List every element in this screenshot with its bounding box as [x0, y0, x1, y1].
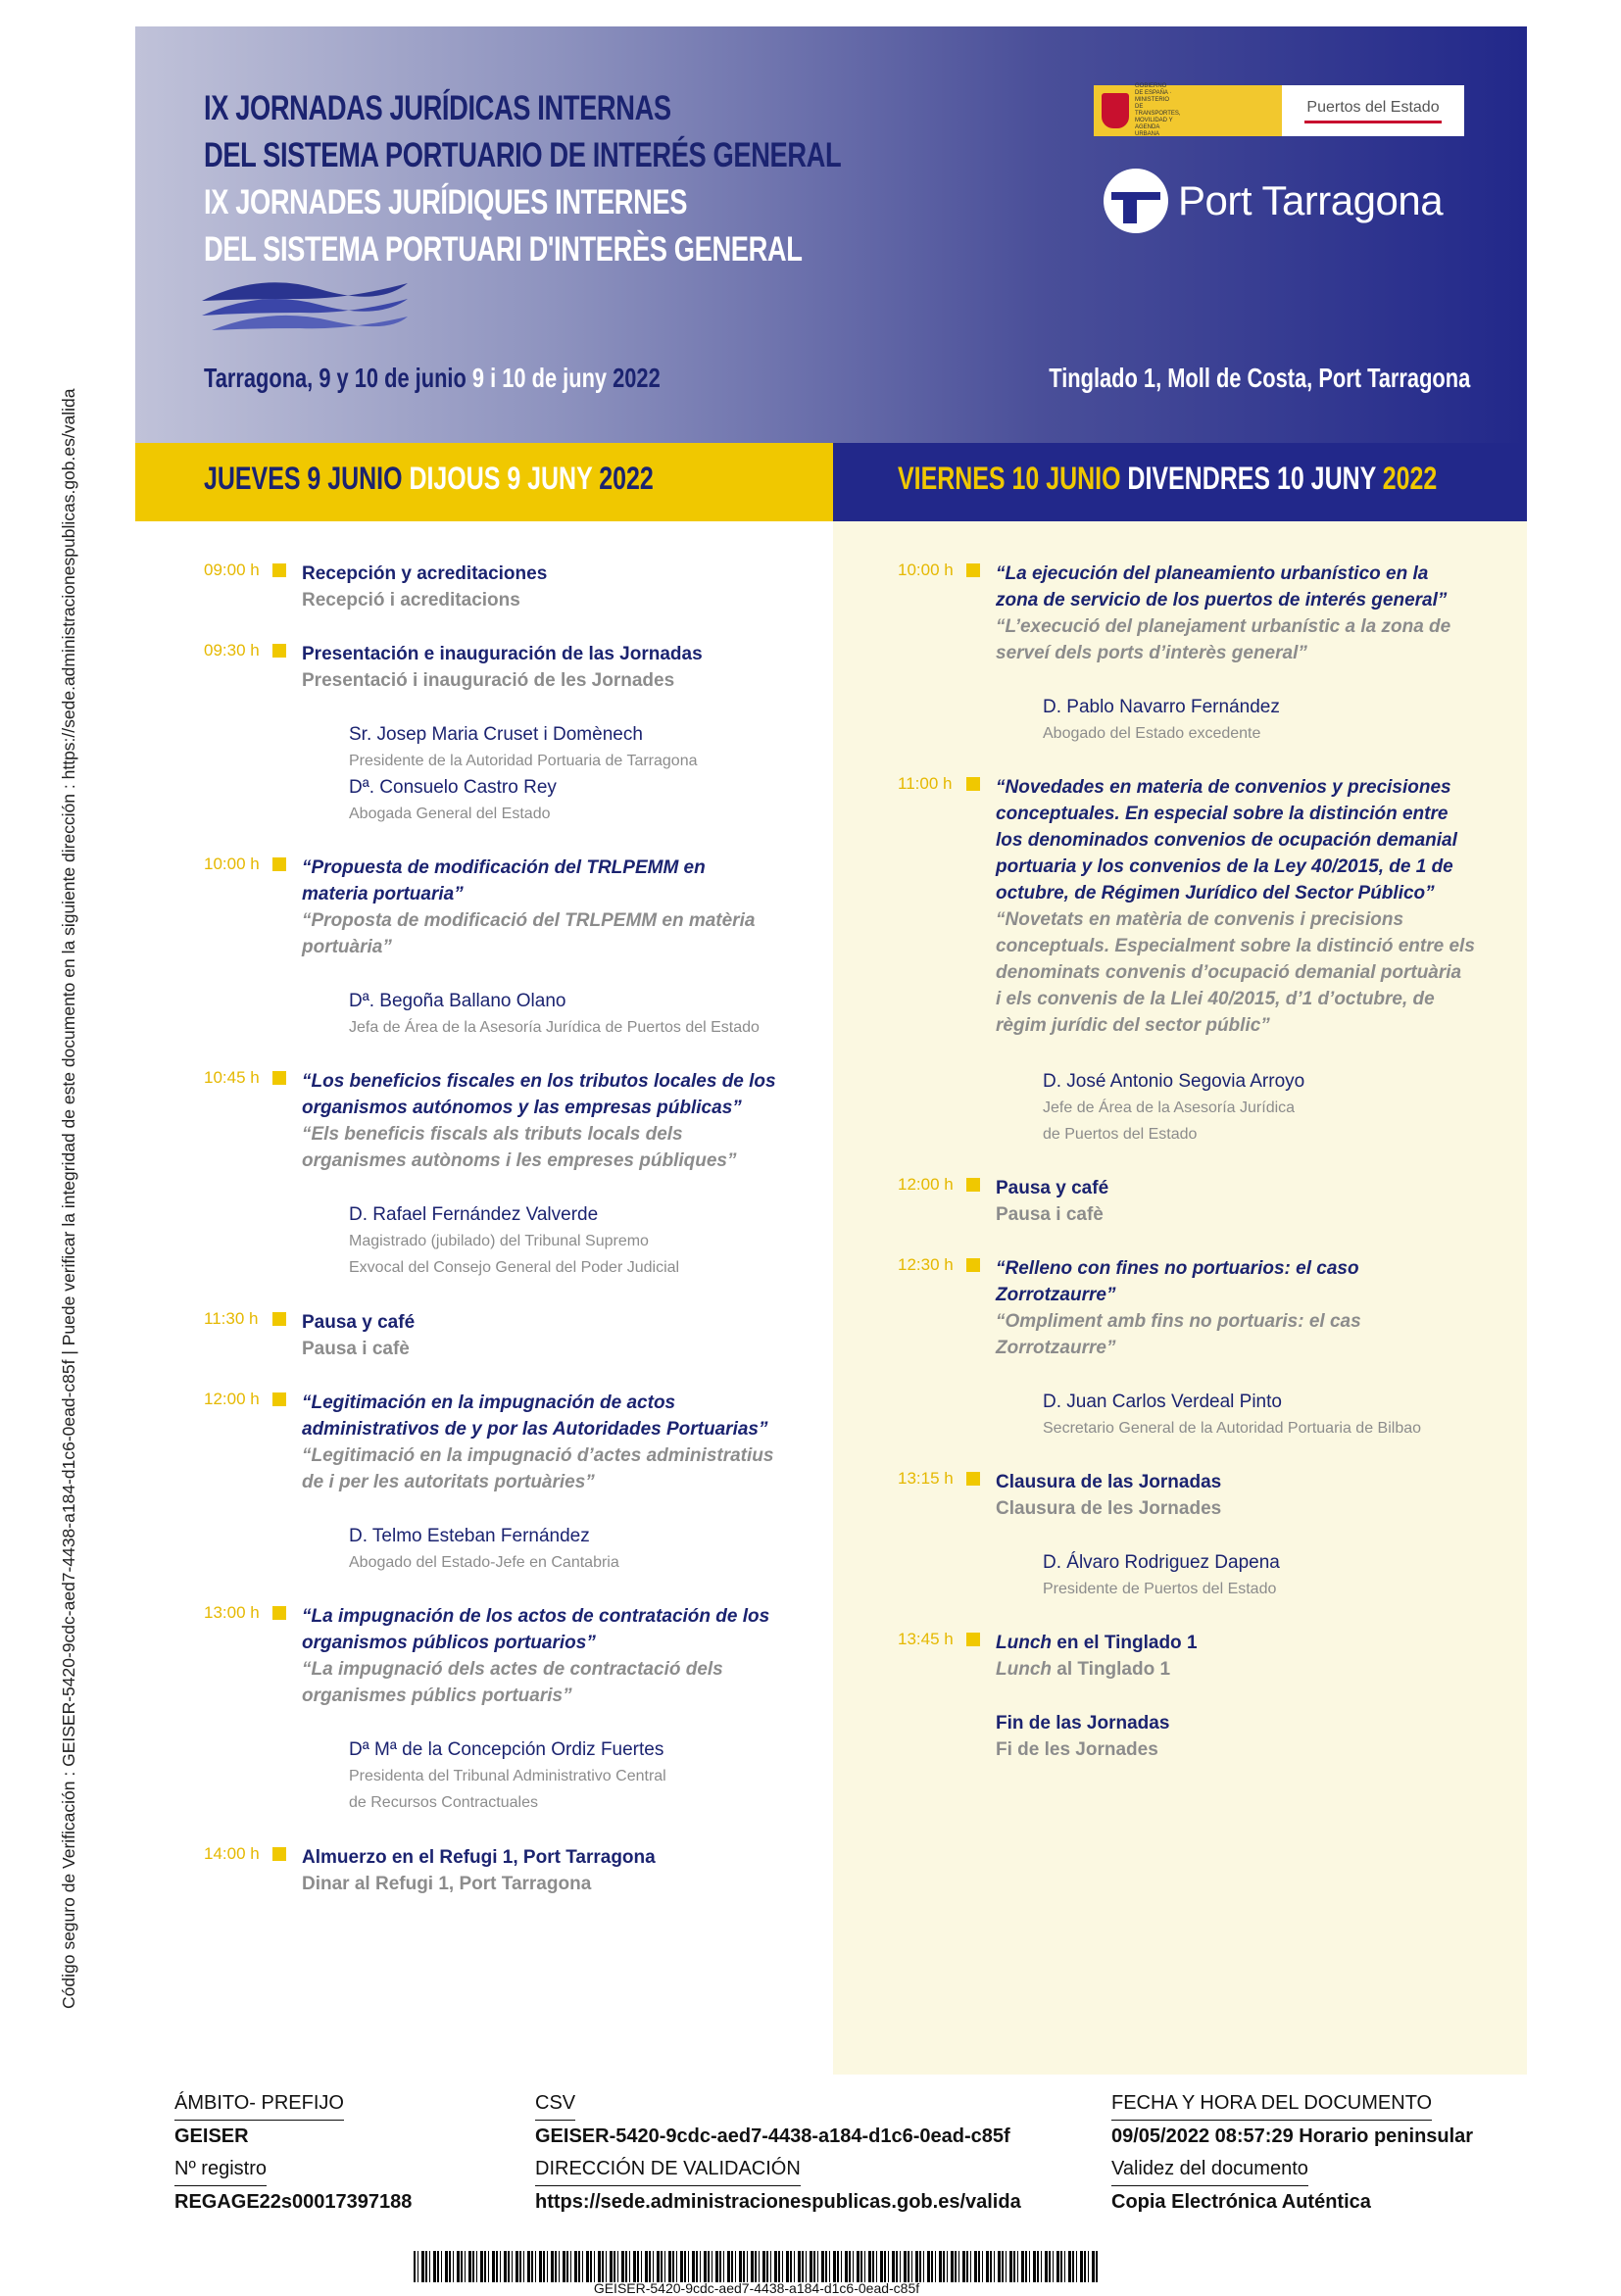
item-title-es: en el Tinglado 1 [1052, 1633, 1198, 1653]
item-title-ca: Clausura de les Jornades [996, 1498, 1222, 1519]
bullet-square-icon [272, 1392, 286, 1406]
item-title-es: Recepción y acreditaciones [302, 563, 548, 584]
item-time: 11:30 h [204, 1309, 259, 1328]
day-header-thursday [135, 443, 833, 521]
item-time: 10:00 h [898, 561, 954, 579]
event-date [204, 363, 661, 394]
speaker-name: D. Rafael Fernández Valverde [349, 1204, 599, 1225]
item-title-ca: conceptuals. Especialment sobre la distinció entre els [996, 936, 1475, 956]
item-title [302, 1844, 656, 1897]
item-time: 12:00 h [204, 1390, 260, 1408]
item-title-ca: “Ompliment amb fins no portuaris: el cas [996, 1311, 1361, 1332]
item-title-es: Fin de las Jornadas [996, 1713, 1170, 1734]
item-title-es: organismos autónomos y las empresas públicas” [302, 1098, 742, 1118]
item-title-ca: Pausa i cafè [302, 1339, 410, 1359]
item-title-ca: “Legitimació en la impugnació d’actes administratius [302, 1445, 774, 1466]
footer-column-fecha [1111, 2087, 1473, 2219]
footer-label: DIRECCIÓN DE VALIDACIÓN [535, 2153, 801, 2186]
title-catalan [204, 179, 803, 273]
coat-of-arms-icon [1102, 93, 1129, 128]
footer-label: CSV [535, 2087, 575, 2121]
item-title-ca: denominats convenis d’ocupació demanial portuària [996, 962, 1462, 983]
item-title-es: “Legitimación en la impugnación de actos [302, 1392, 676, 1413]
item-title-ca: “L’execució del planejament urbanístic a la zona de [996, 616, 1451, 637]
item-title-es: “Propuesta de modificación del TRLPEMM en [302, 857, 706, 878]
day-thursday-es: JUEVES 9 JUNIO [204, 461, 410, 496]
speaker-role: Abogado del Estado-Jefe en Cantabria [349, 1554, 619, 1571]
item-title-es: Almuerzo en el Refugi 1, Port Tarragona [302, 1847, 656, 1868]
date-year: 2022 [613, 363, 661, 393]
government-logo [1094, 85, 1282, 136]
bullet-square-icon [966, 1472, 980, 1486]
speaker-role: Abogado del Estado excedente [1043, 725, 1261, 742]
bullet-square-icon [966, 1258, 980, 1272]
item-title-es: “Novedades en materia de convenios y precisiones [996, 777, 1451, 798]
footer-value: GEISER [174, 2125, 249, 2147]
item-title-es: Clausura de las Jornadas [996, 1472, 1222, 1492]
item-time: 12:30 h [898, 1255, 954, 1274]
government-logo-text: GOBIERNO DE ESPAÑA · MINISTERIO DE TRANSPORTES, MOVILIDAD Y AGENDA URBANA [1135, 83, 1181, 137]
logo-red-stripe [1304, 121, 1442, 123]
item-title-ca: “Novetats en matèria de convenis i precisions [996, 909, 1404, 930]
item-title-ca: “Proposta de modificació del TRLPEMM en matèria [302, 910, 756, 931]
speaker-role: Presidente de la Autoridad Portuaria de Tarragona [349, 753, 698, 769]
speaker-role: Presidente de Puertos del Estado [1043, 1581, 1277, 1597]
port-tarragona-logo [1104, 169, 1443, 233]
speaker-role: de Recursos Contractuales [349, 1794, 538, 1811]
speaker-name: D. José Antonio Segovia Arroyo [1043, 1071, 1305, 1092]
speaker-role: Jefa de Área de la Asesoría Jurídica de Puertos del Estado [349, 1019, 760, 1036]
item-title-es: Zorrotzaurre” [996, 1285, 1116, 1305]
day-thursday-year: 2022 [599, 461, 654, 496]
item-title-es: “La impugnación de los actos de contratación de los [302, 1606, 770, 1627]
item-title-es: zona de servicio de los puertos de interés general” [996, 590, 1448, 611]
item-title-ca: portuària” [302, 937, 392, 957]
bullet-square-icon [272, 1071, 286, 1085]
item-time: 12:00 h [898, 1175, 954, 1194]
item-title-ca: al Tinglado 1 [1052, 1659, 1171, 1680]
item-title-es: organismos públicos portuarios” [302, 1633, 596, 1653]
item-title [996, 1630, 1198, 1683]
date-catalan: 9 i 10 de juny [471, 363, 614, 393]
item-title-ca: i els convenis de la Llei 40/2015, d’1 d’octubre, de [996, 989, 1435, 1009]
item-title-es: “La ejecución del planeamiento urbanístico en la [996, 563, 1429, 584]
speaker-name: Dª. Consuelo Castro Rey [349, 777, 557, 798]
item-title-es: conceptuales. En especial sobre la distinción entre [996, 804, 1449, 824]
bullet-square-icon [272, 1312, 286, 1326]
item-title-ca: Presentació i inauguració de les Jornades [302, 670, 675, 691]
event-venue: Tinglado 1, Moll de Costa, Port Tarragona [1049, 363, 1470, 393]
item-title-ca: Recepció i acreditacions [302, 590, 520, 611]
day-header-friday [833, 443, 1527, 521]
footer-value: Copia Electrónica Auténtica [1111, 2191, 1371, 2213]
item-title [996, 561, 1450, 666]
bullet-square-icon [272, 857, 286, 871]
item-title-ca: serveí dels ports d’interès general” [996, 643, 1307, 663]
item-time: 10:00 h [204, 855, 260, 873]
footer-label: ÁMBITO- PREFIJO [174, 2087, 344, 2121]
item-title-ca: Pausa i cafè [996, 1204, 1104, 1225]
item-title [302, 561, 547, 613]
footer-column-csv [535, 2087, 1021, 2219]
bullet-square-icon [966, 563, 980, 577]
item-time: 09:00 h [204, 561, 260, 579]
bullet-square-icon [966, 1633, 980, 1646]
item-title [302, 1390, 773, 1495]
item-title-ca: Fi de les Jornades [996, 1739, 1158, 1760]
speaker-role: Jefe de Área de la Asesoría Jurídica [1043, 1099, 1296, 1116]
item-title [302, 1603, 769, 1709]
item-time: 10:45 h [204, 1068, 260, 1087]
day-thursday-ca: DIJOUS 9 JUNY [409, 461, 600, 496]
item-title-ca-italic: Lunch [996, 1659, 1052, 1680]
speaker-role: Presidenta del Tribunal Administrativo Central [349, 1768, 666, 1784]
bullet-square-icon [272, 644, 286, 658]
port-tarragona-label: Port Tarragona [1178, 177, 1444, 223]
item-title-ca: “Els beneficis fiscals als tributs locals dels [302, 1124, 683, 1145]
speaker-role: Magistrado (jubilado) del Tribunal Supremo [349, 1233, 649, 1249]
item-title-es: Pausa y café [996, 1178, 1109, 1198]
footer-value: GEISER-5420-9cdc-aed7-4438-a184-d1c6-0ead-c85f [535, 2125, 1010, 2147]
item-title-es: portuaria y los convenios de la Ley 40/2015, de 1 de [996, 856, 1453, 877]
item-title [302, 1068, 776, 1174]
speaker-role: Secretario General de la Autoridad Portuaria de Bilbao [1043, 1420, 1422, 1437]
speaker-role: de Puertos del Estado [1043, 1126, 1198, 1143]
item-title-es-italic: Lunch [996, 1633, 1052, 1653]
item-title-es: “Los beneficios fiscales en los tributos locales de los [302, 1071, 776, 1092]
item-title [302, 855, 755, 960]
item-time: 13:45 h [898, 1630, 954, 1648]
footer-label: Nº registro [174, 2153, 267, 2186]
item-title [996, 1469, 1221, 1522]
validation-link[interactable]: https://sede.administracionespublicas.gob.es/valida [535, 2191, 1021, 2213]
item-title [302, 1309, 415, 1362]
speaker-name: Dª. Begoña Ballano Olano [349, 991, 566, 1011]
verification-side-text: Código seguro de Verificación : GEISER-5420-9cdc-aed7-4438-a184-d1c6-0ead-c85f | Puede verificar la integridad de este documento en la siguiente dirección : https://sede.administracionespublicas.gob.es/valida [59, 388, 78, 2009]
puertos-del-estado-label: Puertos del Estado [1306, 98, 1440, 116]
title-ca-line-1: IX JORNADES JURÍDIQUES INTERNES [204, 183, 688, 221]
item-title-es: administrativos de y por las Autoridades Portuarias” [302, 1419, 768, 1440]
day-friday-es: VIERNES 10 JUNIO [898, 461, 1128, 496]
item-title [996, 1710, 1169, 1763]
bullet-square-icon [966, 1178, 980, 1192]
day-friday-year: 2022 [1382, 461, 1438, 496]
date-spanish: Tarragona, 9 y 10 de junio [204, 363, 472, 393]
item-title-es: los denominados convenios de ocupación demanial [996, 830, 1457, 851]
footer-value: 09/05/2022 08:57:29 Horario peninsular [1111, 2125, 1474, 2147]
speaker-name: D. Pablo Navarro Fernández [1043, 697, 1280, 717]
bullet-square-icon [272, 1847, 286, 1861]
item-time: 13:15 h [898, 1469, 954, 1488]
item-title-es: “Relleno con fines no portuarios: el caso [996, 1258, 1359, 1279]
item-time: 13:00 h [204, 1603, 260, 1622]
item-title-ca: de i per les autoritats portuàries” [302, 1472, 595, 1492]
item-title-es: Presentación e inauguración de las Jornadas [302, 644, 703, 664]
title-spanish [204, 85, 841, 179]
speaker-role: Exvocal del Consejo General del Poder Judicial [349, 1259, 680, 1276]
header-banner [135, 26, 1527, 443]
footer-label: Validez del documento [1111, 2153, 1308, 2186]
item-title-es: Pausa y café [302, 1312, 416, 1333]
title-es-line-1: IX JORNADAS JURÍDICAS INTERNAS [204, 89, 671, 127]
title-ca-line-2: DEL SISTEMA PORTUARI D'INTERÈS GENERAL [204, 230, 803, 269]
bullet-square-icon [272, 1606, 286, 1620]
item-time: 14:00 h [204, 1844, 260, 1863]
item-title-es: octubre, de Régimen Jurídico del Sector Público” [996, 883, 1435, 904]
bullet-square-icon [966, 777, 980, 791]
item-title-es: materia portuaria” [302, 884, 464, 904]
item-title [996, 1255, 1361, 1361]
day-friday-ca: DIVENDRES 10 JUNY [1127, 461, 1383, 496]
item-title-ca: règim jurídic del sector públic” [996, 1015, 1270, 1036]
footer-label: FECHA Y HORA DEL DOCUMENTO [1111, 2087, 1432, 2121]
item-title [302, 641, 703, 694]
barcode-caption: GEISER-5420-9cdc-aed7-4438-a184-d1c6-0ead-c85f [593, 2280, 920, 2296]
barcode-icon [414, 2251, 1100, 2282]
item-time: 11:00 h [898, 774, 953, 793]
speaker-name: Sr. Josep Maria Cruset i Domènech [349, 724, 643, 745]
speaker-name: Dª Mª de la Concepción Ordiz Fuertes [349, 1739, 664, 1760]
puertos-del-estado-logo [1282, 85, 1464, 136]
port-tarragona-icon [1104, 169, 1168, 233]
item-time: 09:30 h [204, 641, 260, 659]
item-title-ca: Dinar al Refugi 1, Port Tarragona [302, 1874, 592, 1894]
item-title-ca: organismes públics portuaris” [302, 1685, 572, 1706]
item-title-ca: Zorrotzaurre” [996, 1338, 1116, 1358]
wave-logo-icon [202, 271, 408, 340]
bullet-square-icon [272, 563, 286, 577]
speaker-name: D. Álvaro Rodriguez Dapena [1043, 1552, 1280, 1573]
footer-value: REGAGE22s00017397188 [174, 2191, 413, 2213]
title-es-line-2: DEL SISTEMA PORTUARIO DE INTERÉS GENERAL [204, 136, 842, 174]
item-title [996, 1175, 1108, 1228]
footer-column-ambito [174, 2087, 412, 2219]
item-title [996, 774, 1475, 1039]
speaker-name: D. Telmo Esteban Fernández [349, 1526, 590, 1546]
speaker-name: D. Juan Carlos Verdeal Pinto [1043, 1392, 1282, 1412]
item-title-ca: organismes autònoms i les empreses públiques” [302, 1150, 737, 1171]
speaker-role: Abogada General del Estado [349, 806, 551, 822]
item-title-ca: “La impugnació dels actes de contractació dels [302, 1659, 723, 1680]
